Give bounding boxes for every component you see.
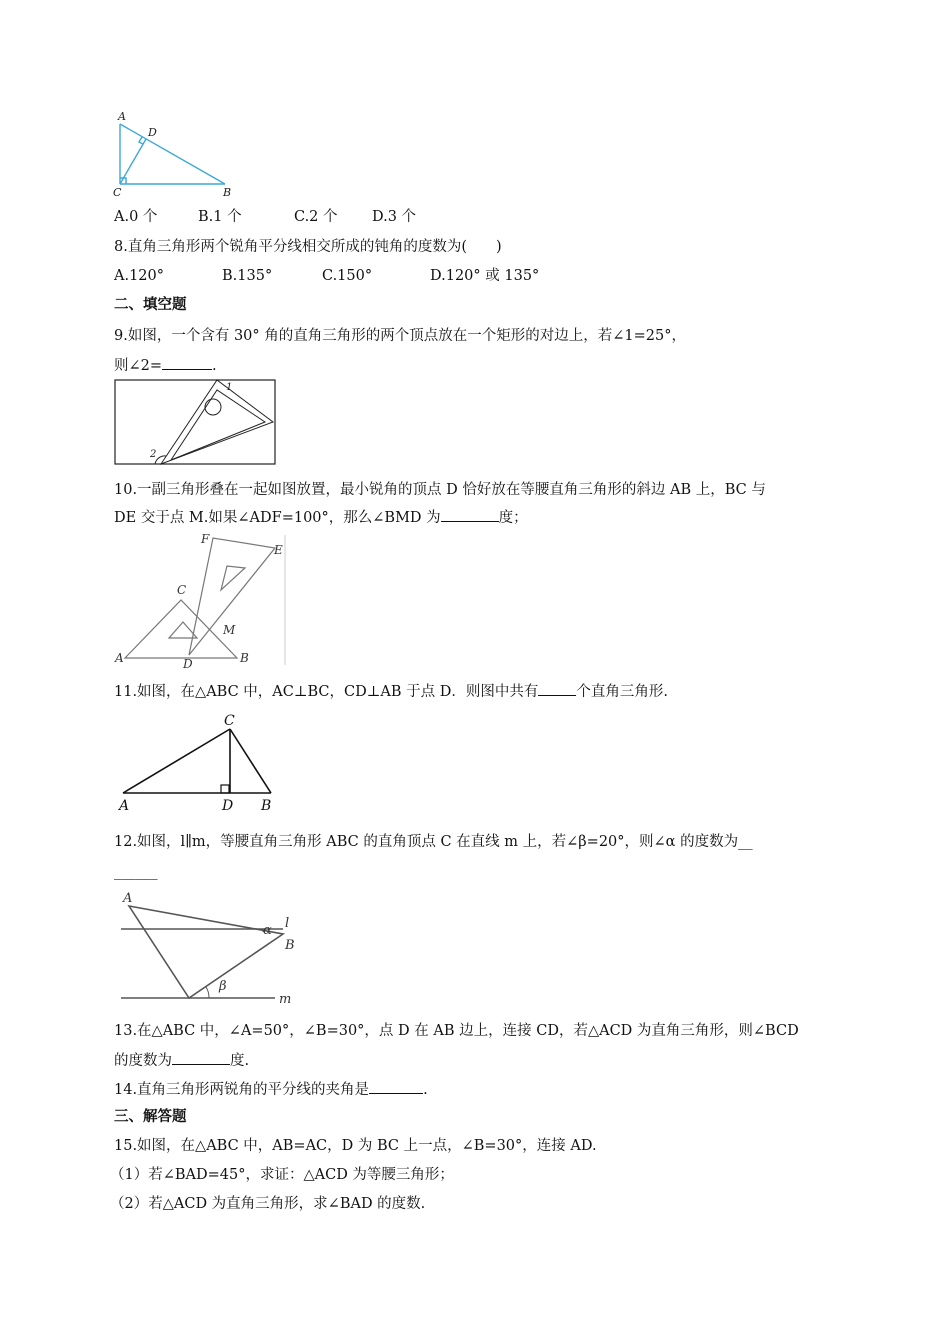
q10-figure (113, 530, 288, 670)
q10-line2-suffix: 度； (498, 510, 528, 526)
label-d: D (148, 126, 157, 139)
q14-stem (114, 1079, 428, 1100)
label-a: A (118, 110, 126, 123)
q13-answer-blank[interactable] (172, 1050, 230, 1065)
label-b: B (285, 938, 295, 953)
segment-ab (120, 124, 225, 184)
q10-line2-prefix: DE 交于点 M.如果∠ADF=100°，那么∠BMD 为 (114, 510, 441, 526)
q12-line2: ______ (114, 864, 158, 880)
q13-line2 (114, 1050, 249, 1071)
label-alpha: α (263, 923, 272, 938)
q7-figure (110, 110, 235, 200)
q9-answer-blank[interactable] (162, 355, 212, 370)
segment-cb (230, 729, 271, 793)
q14-prefix: 14.直角三角形两锐角的平分线的夹角是 (114, 1082, 370, 1098)
label-m: M (223, 623, 236, 637)
label-a: A (123, 891, 133, 906)
angle-1-label: 1 (226, 382, 233, 393)
q12-figure (113, 888, 298, 1010)
label-b: B (261, 798, 272, 814)
label-l: l (285, 916, 290, 931)
triangle-abc (129, 906, 283, 998)
q13-line1: 13.在△ABC 中，∠A=50°，∠B=30°，点 D 在 AB 边上，连接 CD，若△ACD 为直角三角形，则∠BCD (114, 1023, 799, 1039)
label-f: F (201, 532, 210, 546)
q11-prefix: 11.如图，在△ABC 中，AC⊥BC，CD⊥AB 于点 D．则图中共有 (114, 684, 539, 700)
thirty-degree-triangle (189, 538, 275, 655)
q8-option-c: C.150° (322, 268, 373, 284)
right-angle-d (221, 785, 229, 793)
q11-figure (117, 710, 277, 814)
section-2-title: 二、填空题 (114, 297, 187, 313)
q15-part1: （1）若∠BAD=45°，求证：△ACD 为等腰三角形； (110, 1167, 454, 1183)
q10-answer-blank[interactable] (441, 507, 499, 522)
label-c: C (177, 583, 187, 597)
angle-beta-arc (206, 987, 209, 998)
triangle-ruler-outer (161, 380, 273, 464)
segment-ac (123, 729, 230, 793)
label-b: B (240, 651, 249, 665)
label-b: B (223, 186, 232, 199)
label-d: D (222, 798, 234, 814)
ruler-hole (205, 399, 221, 415)
q10-line1: 10.一副三角形叠在一起如图放置，最小锐角的顶点 D 恰好放在等腰直角三角形的斜边 AB 上，BC 与 (114, 482, 766, 498)
section-3-title: 三、解答题 (114, 1109, 187, 1125)
q15-stem: 15.如图，在△ABC 中，AB=AC，D 为 BC 上一点，∠B=30°，连接 AD. (114, 1138, 597, 1154)
q8-option-b: B.135° (222, 268, 273, 284)
q7-options (114, 207, 416, 227)
q11-suffix: 个直角三角形. (576, 684, 668, 700)
q10-line2 (114, 507, 528, 528)
segment-cd (120, 139, 146, 184)
q8-options (114, 266, 539, 286)
q8-option-d: D.120° 或 135° (430, 268, 540, 284)
q14-answer-blank[interactable] (369, 1079, 423, 1094)
label-m: m (279, 992, 292, 1007)
q9-line2-prefix: 则∠2= (114, 358, 163, 374)
label-a: A (119, 798, 130, 814)
q14-suffix: . (423, 1082, 428, 1098)
label-d: D (183, 657, 193, 671)
label-a: A (115, 651, 124, 665)
q15-part2: （2）若△ACD 为直角三角形，求∠BAD 的度数. (110, 1196, 426, 1212)
label-c: C (113, 186, 122, 199)
q7-option-b: B.1 个 (198, 209, 242, 225)
q7-option-a: A.0 个 (114, 209, 158, 225)
label-c: C (224, 713, 235, 729)
q8-stem: 8.直角三角形两个锐角平分线相交所成的钝角的度数为( ) (114, 239, 502, 255)
q12-line1: 12.如图，l∥m，等腰直角三角形 ABC 的直角顶点 C 在直线 m 上，若∠β=20°，则∠α 的度数为__ (114, 834, 753, 850)
q13-line2-prefix: 的度数为 (114, 1053, 172, 1069)
q8-option-a: A.120° (114, 268, 165, 284)
q9-figure (113, 378, 278, 468)
q11-stem (114, 681, 668, 702)
q13-line2-suffix: 度. (230, 1053, 250, 1069)
q7-option-c: C.2 个 (294, 209, 338, 225)
q11-answer-blank[interactable] (538, 681, 576, 696)
label-beta: β (219, 979, 227, 994)
thirty-degree-inner (221, 566, 245, 590)
isosceles-triangle (125, 600, 237, 658)
q9-line1: 9.如图，一个含有 30° 角的直角三角形的两个顶点放在一个矩形的对边上，若∠1=25°， (114, 328, 686, 344)
q7-option-d: D.3 个 (372, 209, 417, 225)
label-e: E (274, 543, 283, 557)
q9-line2-suffix: . (212, 358, 217, 374)
angle-2-label: 2 (150, 449, 157, 460)
right-angle-d (139, 137, 143, 144)
q9-line2 (114, 355, 217, 376)
